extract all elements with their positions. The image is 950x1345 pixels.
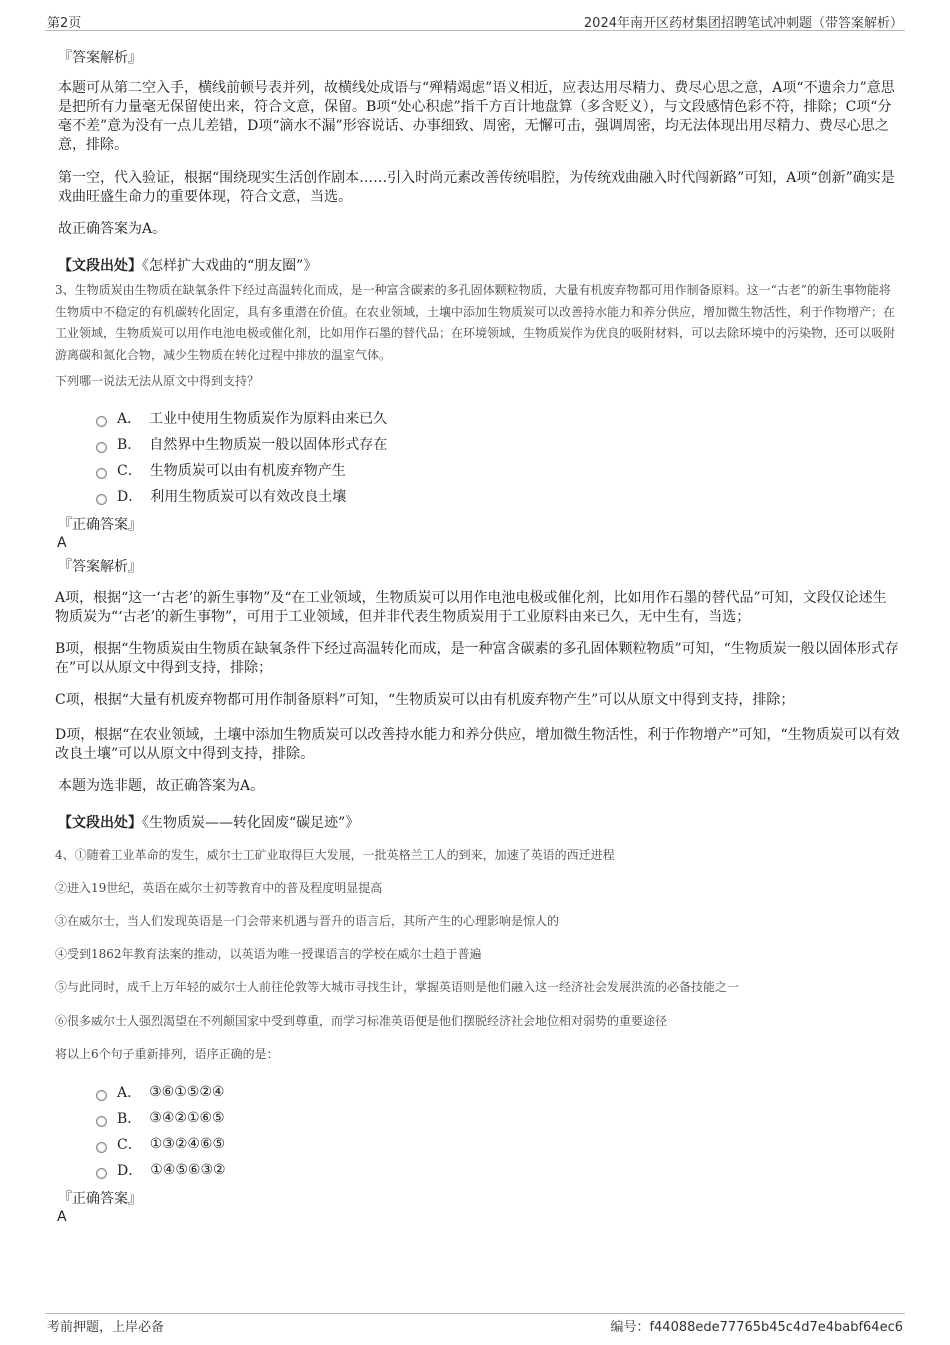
analysis-paragraph-1: 本题可从第二空入手，横线前顿号表并列，故横线处成语与“殚精竭虑”语义相近，应表达用尽精力、费尽心思之意，A项“不遗余力”意思是把所有力量毫无保留使出来，符合文意，保留。B项“处心积虑”指千方百计地盘算（多含贬义），与文段感情色彩不符，排除；C项“分毫不差”意为没有一点儿差错，D项“滴水不漏”形容说话、办事细致、周密，无懈可击，强调周密，均无法体现出用尽精力、费尽心思之意，排除。 <box>58 80 895 153</box>
q3-option-a[interactable]: A． 工业中使用生物质炭作为原料由来已久 <box>96 408 387 428</box>
source-label: 【文段出处】 <box>58 815 142 831</box>
radio-icon[interactable] <box>96 494 107 505</box>
page-number: 第2页 <box>47 16 82 31</box>
q4-sentence-6: ⑥很多威尔士人强烈渴望在不列颠国家中受到尊重，而学习标准英语便是他们摆脱经济社会地位相对弱势的重要途径 <box>55 1014 668 1028</box>
q4-sentence-1: 4、①随着工业革命的发生，威尔士工矿业取得巨大发展，一批英格兰工人的到来，加速了英语的西迁进程 <box>55 848 615 862</box>
q4-option-b[interactable]: B． ③④②①⑥⑤ <box>96 1108 225 1128</box>
q3-source-citation <box>58 812 359 832</box>
q4-correct-answer: A <box>57 1209 67 1225</box>
page-header <box>45 10 905 31</box>
q4-option-d[interactable]: D． ①④⑤⑥③② <box>96 1160 226 1180</box>
footer-slogan: 考前押题，上岸必备 <box>47 1320 165 1335</box>
document-id: 编号：f44088ede77765b45c4d7e4babf64ec6 <box>610 1320 903 1335</box>
q3-analysis-a: A项，根据“这一‘古老’的新生事物”及“在工业领域，生物质炭可以用作电池电极或催化剂，比如用作石墨的替代品”可知，文段仅论述生物质炭为“‘古老’的新生事物”，可用于工业领域，但并非代表生物质炭用于工业原料由来已久，无中生有，当选； <box>55 590 887 625</box>
analysis-label: 『答案解析』 <box>58 50 142 66</box>
q4-prompt: 将以上6个句子重新排列，语序正确的是： <box>55 1047 279 1061</box>
q3-passage: 3、生物质炭由生物质在缺氧条件下经过高温转化而成，是一种富含碳素的多孔固体颗粒物质，大量有机废弃物都可用作制备原料。这一“古老”的新生事物能将生物质中不稳定的有机碳转化固定，具有多重潜在价值。在农业领域，土壤中添加生物质炭可以改善持水能力和养分供应，增加微生物活性，利于作物增产；在工业领域，生物质炭可以用作电池电极或催化剂，比如用作石墨的替代品；在环境领域，生物质炭作为优良的吸附材料，可以去除环境中的污染物，还可以吸附游离碳和氮化合物，减少生物质在转化过程中排放的温室气体。 <box>55 283 896 362</box>
source-title: 《生物质炭——转化固废“碳足迹”》 <box>142 815 360 831</box>
q4-sentence-2: ②进入19世纪，英语在威尔士初等教育中的普及程度明显提高 <box>55 881 383 895</box>
q3-analysis-conclusion: 本题为选非题，故正确答案为A。 <box>58 778 265 794</box>
radio-icon[interactable] <box>96 1116 107 1127</box>
q4-correct-label: 『正确答案』 <box>58 1191 142 1207</box>
q3-analysis-d: D项，根据“在农业领域，土壤中添加生物质炭可以改善持水能力和养分供应，增加微生物活性，利于作物增产”可知，“生物质炭可以有效改良土壤”可以从原文中得到支持，排除。 <box>55 727 900 762</box>
source-label: 【文段出处】 <box>58 258 142 274</box>
document-title: 2024年南开区药材集团招聘笔试冲刺题（带答案解析） <box>583 16 903 31</box>
radio-icon[interactable] <box>96 1142 107 1153</box>
q3-analysis-c: C项，根据“大量有机废弃物都可用作制备原料”可知，“生物质炭可以由有机废弃物产生”可以从原文中得到支持，排除； <box>55 692 795 708</box>
radio-icon[interactable] <box>96 416 107 427</box>
q3-correct-answer: A <box>57 535 67 551</box>
radio-icon[interactable] <box>96 468 107 479</box>
q4-sentence-4: ④受到1862年教育法案的推动，以英语为唯一授课语言的学校在威尔士趋于普遍 <box>55 947 482 961</box>
q3-prompt: 下列哪一说法无法从原文中得到支持？ <box>55 374 260 388</box>
q4-option-a[interactable]: A． ③⑥①⑤②④ <box>96 1082 224 1102</box>
q4-option-c[interactable]: C． ①③②④⑥⑤ <box>96 1134 225 1154</box>
q3-option-b[interactable]: B． 自然界中生物质炭一般以固体形式存在 <box>96 434 387 454</box>
analysis-paragraph-3: 故正确答案为A。 <box>58 221 167 237</box>
analysis-paragraph-2: 第一空，代入验证，根据“围绕现实生活创作剧本……引入时尚元素改善传统唱腔，为传统戏曲融入时代闯新路”可知，A项“创新”确实是戏曲旺盛生命力的重要体现，符合文意，当选。 <box>58 170 895 205</box>
radio-icon[interactable] <box>96 1090 107 1101</box>
radio-icon[interactable] <box>96 1168 107 1179</box>
q4-sentence-3: ③在威尔士，当人们发现英语是一门会带来机遇与晋升的语言后，其所产生的心理影响是惊人的 <box>55 914 560 928</box>
q3-analysis-label: 『答案解析』 <box>58 559 142 575</box>
q3-option-c[interactable]: C． 生物质炭可以由有机废弃物产生 <box>96 460 346 480</box>
q3-analysis-b: B项，根据“生物质炭由生物质在缺氧条件下经过高温转化而成，是一种富含碳素的多孔固体颗粒物质”可知，“生物质炭一般以固体形式存在”可以从原文中得到支持，排除； <box>55 641 899 676</box>
radio-icon[interactable] <box>96 442 107 453</box>
source-title: 《怎样扩大戏曲的“朋友圈”》 <box>142 258 318 274</box>
q3-option-d[interactable]: D． 利用生物质炭可以有效改良土壤 <box>96 486 346 506</box>
page-footer <box>45 1313 905 1334</box>
source-citation <box>58 255 317 275</box>
q3-correct-label: 『正确答案』 <box>58 517 142 533</box>
q4-sentence-5: ⑤与此同时，成千上万年轻的威尔士人前往伦敦等大城市寻找生计，掌握英语则是他们融入这一经济社会发展洪流的必备技能之一 <box>55 980 740 994</box>
